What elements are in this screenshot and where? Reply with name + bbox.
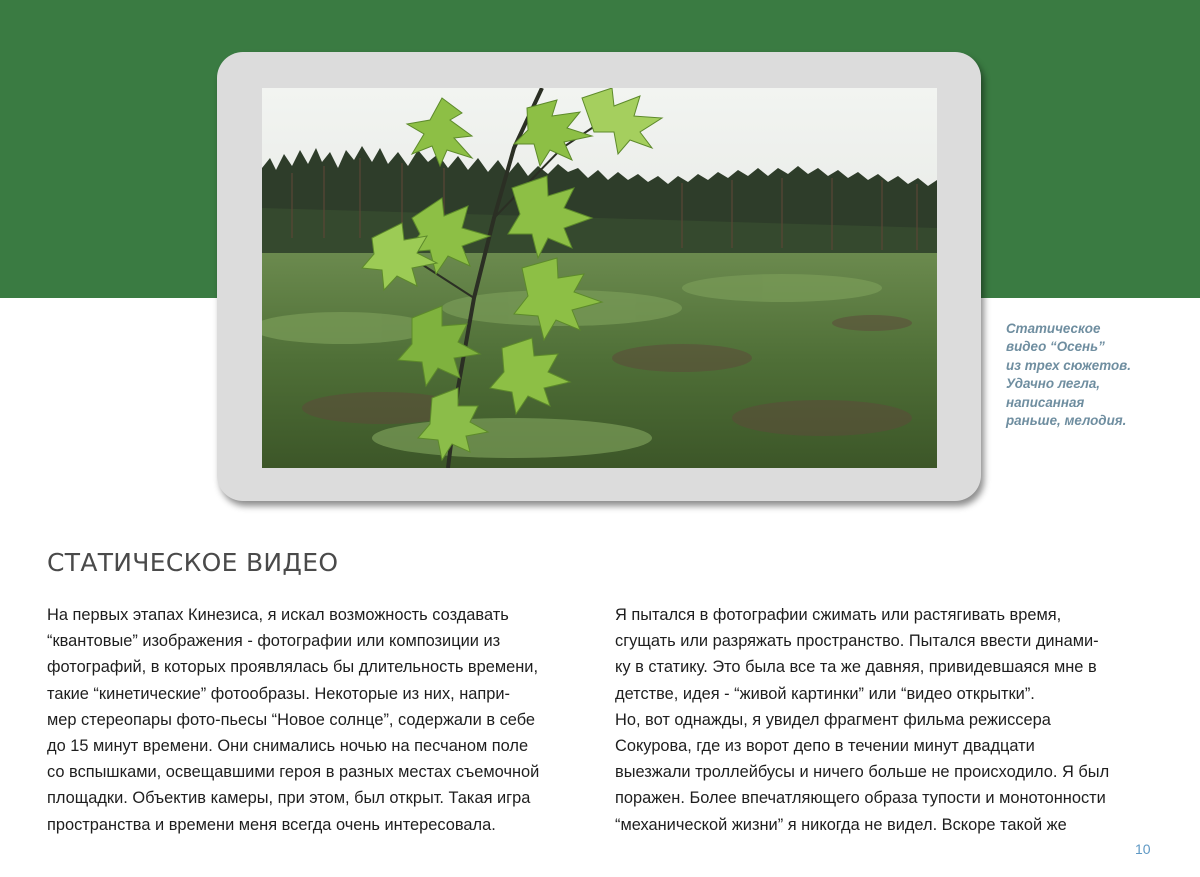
left-column-text [47,602,587,838]
text-line: сгущать или разряжать пространство. Пытался ввести динами- [615,632,1099,651]
text-line: до 15 минут времени. Они снимались ночью на песчаном поле [47,737,529,756]
text-line: выезжали троллейбусы и ничего больше не происходило. Я был [615,763,1110,782]
text-line: площадки. Объектив камеры, при этом, был открыт. Такая игра [47,789,531,808]
text-line: поражен. Более впечатляющего образа тупости и монотонности [615,789,1106,808]
text-line: со вспышками, освещавшими героя в разных местах съемочной [47,763,540,782]
text-line: пространства и времени меня всегда очень интересовала. [47,815,496,834]
text-line: На первых этапах Кинезиса, я искал возможность создавать [47,606,509,624]
text-line: детстве, идея - “живой картинки” или “видео открытки”. [615,684,1035,703]
tablet-frame [217,52,981,501]
text-line: фотографий, в которых проявлялась бы длительность времени, [47,658,539,677]
text-line: “квантовые” изображения - фотографии или композиции из [47,632,501,651]
caption-line: Статическое [1006,321,1101,336]
caption-line: Удачно легла, [1006,376,1100,392]
page-number: 10 [1135,841,1151,857]
caption-line: раньше, мелодия. [1006,413,1127,429]
right-column-text [615,602,1175,838]
text-line: Но, вот однажды, я увидел фрагмент фильма режиссера [615,710,1051,729]
text-line: мер стереопары фото-пьесы “Новое солнце”, содержали в себе [47,710,536,729]
section-heading: СТАТИЧЕСКОЕ ВИДЕО [47,548,339,577]
text-line: Сокурова, где из ворот депо в течении минут двадцати [615,737,1035,756]
text-line: ку в статику. Это была все та же давняя, привидевшаяся мне в [615,658,1097,677]
text-line: такие “кинетические” фотообразы. Некоторые из них, напри- [47,684,511,703]
caption-line: написанная [1006,394,1085,410]
caption-line: из трех сюжетов. [1006,357,1131,373]
text-line: Я пытался в фотографии сжимать или растягивать время, [615,606,1062,624]
text-line: “механической жизни” я никогда не видел. Вскоре такой же [615,815,1067,834]
caption-line: видео “Осень” [1006,339,1105,355]
photo-caption [1006,320,1186,430]
forest-photo [262,88,937,468]
